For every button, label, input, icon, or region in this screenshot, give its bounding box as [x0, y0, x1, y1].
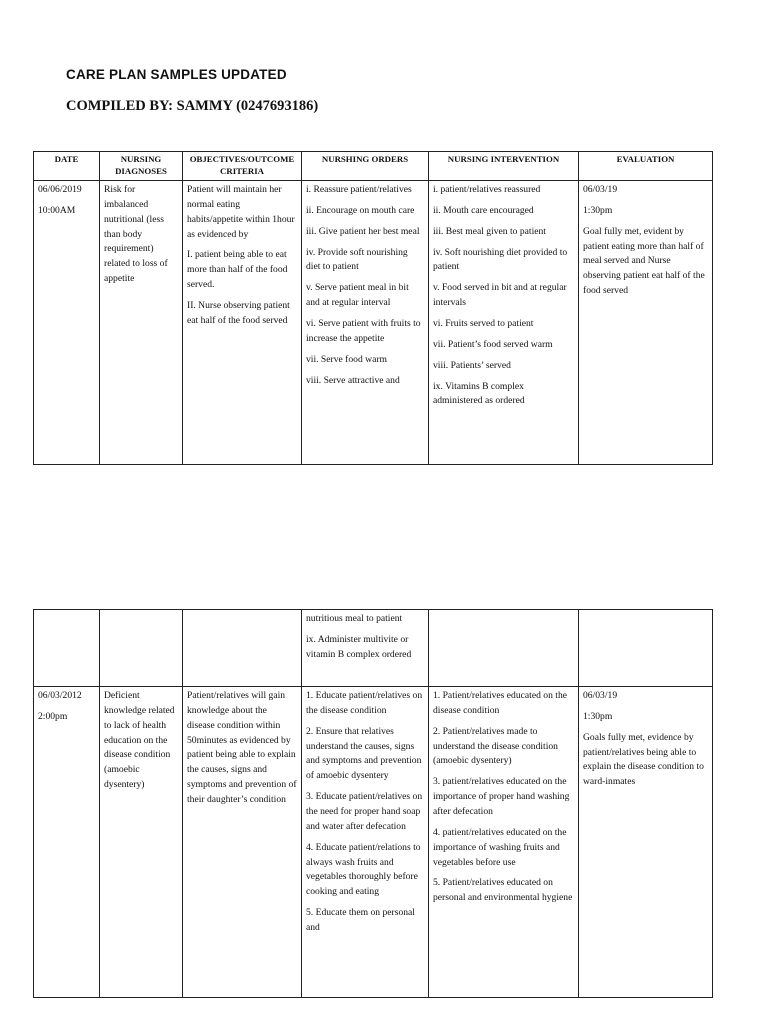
cell-objectives — [183, 181, 302, 465]
cell-orders — [302, 687, 429, 998]
cell-line: iv. Soft nourishing diet provided to patient — [433, 246, 568, 273]
cell-line: 06/06/2019 — [38, 184, 82, 195]
table-row — [34, 181, 713, 465]
compiled-by: COMPILED BY: SAMMY (0247693186) — [66, 98, 319, 114]
cell-date — [34, 610, 100, 687]
cell-line: Deficient knowledge related to lack of health education on the disease condition (amoebic dysentery) — [104, 690, 175, 791]
cell-line: 10:00AM — [38, 204, 76, 216]
cell-date — [34, 181, 100, 465]
cell-line: Goal fully met, evident by patient eating more than half of meal served and Nurse observing patient eat half of the food served — [583, 225, 705, 297]
table-header-row — [34, 152, 713, 181]
cell-line: 4. Educate patient/relations to always wash fruits and vegetables thoroughly before cooking and eating — [306, 841, 421, 898]
cell-line: iii. Give patient her best meal — [306, 225, 420, 237]
cell-line: ii. Encourage on mouth care — [306, 204, 415, 216]
cell-line: iv. Provide soft nourishing diet to patient — [306, 246, 408, 273]
cell-objectives — [183, 687, 302, 998]
cell-line: 06/03/19 — [583, 184, 618, 195]
cell-line: vii. Serve food warm — [306, 353, 387, 365]
cell-evaluation — [579, 181, 713, 465]
header-evaluation: EVALUATION — [579, 152, 713, 181]
cell-line: 1. Educate patient/relatives on the disease condition — [306, 690, 423, 716]
cell-line: 1. Patient/relatives educated on the disease condition — [433, 690, 567, 716]
document-title: CARE PLAN SAMPLES UPDATED — [66, 67, 287, 82]
cell-line: 1:30pm — [583, 710, 613, 722]
header-objectives: OBJECTIVES/OUTCOME CRITERIA — [183, 152, 302, 181]
cell-line: 1:30pm — [583, 204, 613, 216]
cell-line: 5. Patient/relatives educated on personal and environmental hygiene — [433, 877, 573, 904]
care-plan-table-1 — [33, 151, 713, 465]
cell-line: nutritious meal to patient — [306, 613, 403, 624]
cell-line: II. Nurse observing patient eat half of the food served — [187, 300, 290, 326]
cell-interventions — [429, 610, 579, 687]
cell-diagnosis — [100, 610, 183, 687]
cell-diagnosis — [100, 687, 183, 998]
cell-line: Patient/relatives will gain knowledge about the disease condition within 50minutes as evidenced by patient being able to explain the causes, signs and symptoms and prevention of their daughter’s condition — [187, 690, 297, 806]
table-row — [34, 687, 713, 998]
cell-line: 5. Educate them on personal and — [306, 907, 415, 934]
table-row — [34, 610, 713, 687]
cell-line: Risk for imbalanced nutritional (less than body requirement) related to loss of appetite — [104, 184, 168, 285]
cell-diagnosis — [100, 181, 183, 465]
cell-line: vi. Serve patient with fruits to increase the appetite — [306, 318, 421, 344]
cell-line: v. Serve patient meal in bit and at regular interval — [306, 282, 409, 309]
cell-interventions — [429, 181, 579, 465]
cell-evaluation — [579, 610, 713, 687]
cell-line: Goals fully met, evidence by patient/relatives being able to explain the disease condition to ward-inmates — [583, 731, 704, 788]
header-nursing-orders: NURSHING ORDERS — [302, 152, 429, 181]
cell-line: 06/03/2012 — [38, 690, 82, 701]
cell-orders — [302, 181, 429, 465]
cell-line: Patient will maintain her normal eating habits/appetite within 1hour as evidenced by — [187, 184, 295, 240]
cell-line: v. Food served in bit and at regular intervals — [433, 282, 567, 309]
cell-line: 06/03/19 — [583, 690, 618, 701]
cell-line: i. Reassure patient/relatives — [306, 184, 412, 195]
header-date: DATE — [34, 152, 100, 181]
cell-line: ix. Administer multivite or vitamin B complex ordered — [306, 633, 412, 660]
cell-evaluation — [579, 687, 713, 998]
cell-line: I. patient being able to eat more than half of the food served. — [187, 249, 288, 291]
cell-line: vii. Patient’s food served warm — [433, 338, 553, 350]
cell-line: viii. Patients’ served — [433, 359, 511, 371]
cell-line: 3. Educate patient/relatives on the need for proper hand soap and water after defecation — [306, 791, 423, 832]
cell-date — [34, 687, 100, 998]
cell-line: iii. Best meal given to patient — [433, 225, 546, 237]
cell-line: 2:00pm — [38, 710, 68, 722]
cell-line: ix. Vitamins B complex administered as ordered — [433, 380, 525, 407]
cell-interventions — [429, 687, 579, 998]
cell-line: 2. Patient/relatives made to understand the disease condition (amoebic dysentery) — [433, 725, 558, 767]
cell-line: 3. patient/relatives educated on the importance of proper hand washing after defecation — [433, 776, 570, 818]
cell-objectives — [183, 610, 302, 687]
header-nursing-intervention: NURSING INTERVENTION — [429, 152, 579, 181]
header-nursing-diagnoses: NURSING DIAGNOSES — [100, 152, 183, 181]
cell-line: viii. Serve attractive and — [306, 374, 400, 386]
cell-line: ii. Mouth care encouraged — [433, 204, 534, 216]
cell-line: 4. patient/relatives educated on the importance of washing fruits and vegetables before use — [433, 826, 567, 868]
cell-line: 2. Ensure that relatives understand the causes, signs and symptoms and prevention of amoebic dysentery — [306, 725, 422, 782]
cell-orders — [302, 610, 429, 687]
care-plan-table-2 — [33, 609, 713, 998]
cell-line: vi. Fruits served to patient — [433, 318, 534, 330]
cell-line: i. patient/relatives reassured — [433, 184, 541, 195]
